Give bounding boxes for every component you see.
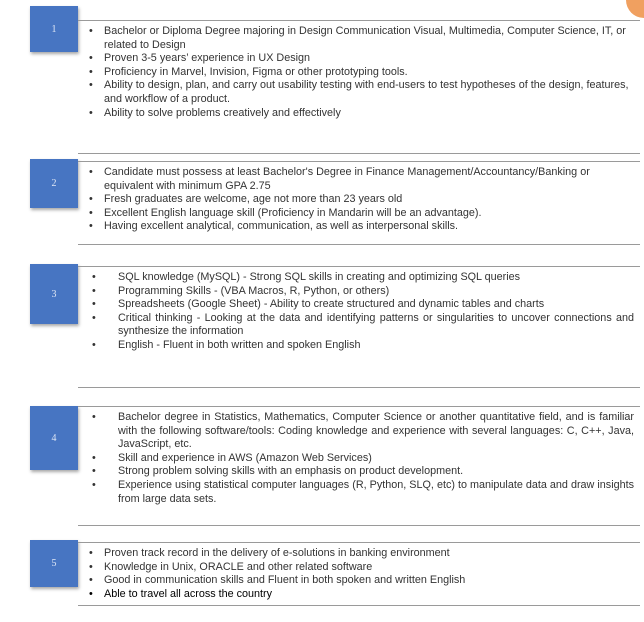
corner-decoration xyxy=(626,0,644,18)
requirement-item: • Knowledge in Unix, ORACLE and other related software xyxy=(86,561,634,575)
requirement-item: • Programming Skills - (VBA Macros, R, Python, or others) xyxy=(86,285,634,299)
requirement-item: • Fresh graduates are welcome, age not more than 23 years old xyxy=(86,193,634,207)
requirement-item: • Spreadsheets (Google Sheet) - Ability to create structured and dynamic tables and charts xyxy=(86,298,634,312)
section-number-badge: 3 xyxy=(30,264,78,324)
requirements-list xyxy=(86,271,634,353)
section-number-badge: 2 xyxy=(30,159,78,208)
section-number-badge: 5 xyxy=(30,540,78,587)
requirements-list-box xyxy=(78,542,640,606)
requirement-item: • English - Fluent in both written and spoken English xyxy=(86,339,634,353)
requirements-list-box xyxy=(78,161,640,245)
requirement-item: • Critical thinking - Looking at the data and identifying patterns or singularities to uncover connections and synthesize the information xyxy=(86,312,634,339)
requirements-list-box xyxy=(78,266,640,388)
requirement-item: • Excellent English language skill (Proficiency in Mandarin will be an advantage). xyxy=(86,207,634,221)
requirement-item: • Ability to design, plan, and carry out usability testing with end-users to test hypotheses of the design, features, and workflow of a product. xyxy=(86,79,634,106)
section-number-badge: 4 xyxy=(30,406,78,470)
requirement-item: • Good in communication skills and Fluent in both spoken and written English xyxy=(86,574,634,588)
requirement-item: • Proficiency in Marvel, Invision, Figma or other prototyping tools. xyxy=(86,66,634,80)
requirement-item: • Proven track record in the delivery of e-solutions in banking environment xyxy=(86,547,634,561)
requirements-list xyxy=(86,411,634,506)
requirement-item: • Bachelor or Diploma Degree majoring in Design Communication Visual, Multimedia, Computer Science, IT, or related to Design xyxy=(86,25,634,52)
requirement-item: • Bachelor degree in Statistics, Mathematics, Computer Science or another quantitative field, and is familiar with the following software/tools: Coding knowledge and experience with several languages: C, C++, Java, JavaScript, etc. xyxy=(86,411,634,452)
requirement-item: • Experience using statistical computer languages (R, Python, SLQ, etc) to manipulate data and draw insights from large data sets. xyxy=(86,479,634,506)
requirements-list-box xyxy=(78,20,640,154)
requirements-list xyxy=(86,25,634,120)
requirement-item: • Ability to solve problems creatively and effectively xyxy=(86,107,634,121)
requirement-item: • Skill and experience in AWS (Amazon Web Services) xyxy=(86,452,634,466)
requirement-item: • Strong problem solving skills with an emphasis on product development. xyxy=(86,465,634,479)
requirement-item: • Candidate must possess at least Bachelor's Degree in Finance Management/Accountancy/Banking or equivalent with minimum GPA 2.75 xyxy=(86,166,634,193)
requirement-item: • Proven 3-5 years’ experience in UX Design xyxy=(86,52,634,66)
requirements-list xyxy=(86,166,634,234)
requirements-list-box xyxy=(78,406,640,526)
requirements-list xyxy=(86,547,634,601)
requirement-item: • SQL knowledge (MySQL) - Strong SQL skills in creating and optimizing SQL queries xyxy=(86,271,634,285)
section-number-badge: 1 xyxy=(30,6,78,52)
requirement-item: • Having excellent analytical, communication, as well as interpersonal skills. xyxy=(86,220,634,234)
requirement-item: • Able to travel all across the country xyxy=(86,588,634,602)
